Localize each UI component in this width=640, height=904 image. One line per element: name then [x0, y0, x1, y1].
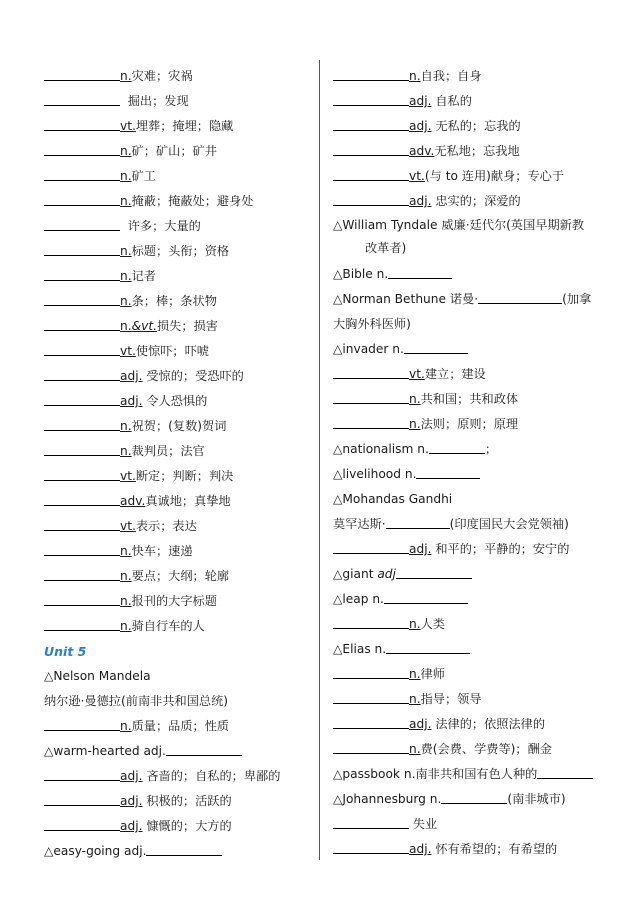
meaning: 条；棒；条状物 — [131, 294, 217, 308]
meaning: 无私的；忘我的 — [431, 119, 521, 133]
meaning: 埋葬；掩埋；隐藏 — [135, 119, 234, 133]
entry-text: △leap n. — [333, 592, 384, 606]
vocab-line — [44, 789, 306, 814]
meaning: 积极的；活跃的 — [142, 794, 232, 808]
entry-text: 纳尔逊·曼德拉(前南非共和国总统) — [44, 694, 229, 708]
part-of-speech: vt. — [120, 344, 136, 358]
entry-text: △giant — [333, 567, 378, 581]
vocab-line — [333, 262, 613, 287]
entry-text: △Nelson Mandela — [44, 669, 151, 683]
entry-text: adj — [377, 567, 396, 581]
vocab-line — [44, 839, 306, 864]
entry-text: △Norman Bethune 诺曼· — [333, 292, 479, 306]
answer-blank[interactable] — [384, 589, 468, 604]
vocab-line — [44, 514, 306, 539]
answer-blank[interactable] — [429, 439, 485, 454]
entry-text: (加拿 — [562, 292, 592, 306]
vocab-line — [333, 64, 613, 89]
answer-blank[interactable] — [44, 616, 120, 631]
entry-text: (南非城市) — [507, 792, 566, 806]
answer-blank[interactable] — [44, 316, 120, 331]
vocab-line — [333, 687, 613, 712]
part-of-speech: vt. — [120, 119, 136, 133]
meaning: 表示；表达 — [135, 519, 197, 533]
part-of-speech: adj. — [409, 94, 432, 108]
answer-blank[interactable] — [388, 264, 452, 279]
answer-blank[interactable] — [44, 441, 120, 456]
vocab-line — [333, 662, 613, 687]
unit-heading — [44, 639, 306, 664]
vocab-line — [333, 114, 613, 139]
entry-text: 莫罕达斯· — [333, 517, 386, 531]
meaning: 自私的 — [431, 94, 472, 108]
part-of-speech: vt. — [120, 519, 136, 533]
entry-text: △Johannesburg n. — [333, 792, 442, 806]
part-of-speech: n. — [120, 69, 132, 83]
answer-blank[interactable] — [386, 639, 470, 654]
vocab-line — [44, 264, 306, 289]
part-of-speech: adj. — [120, 369, 143, 383]
part-of-speech: n. — [120, 619, 132, 633]
part-of-speech: n. — [120, 269, 132, 283]
meaning: 快车；速递 — [131, 544, 193, 558]
part-of-speech: n. — [409, 742, 421, 756]
part-of-speech: n. — [120, 544, 132, 558]
part-of-speech: adj. — [409, 119, 432, 133]
vocab-line — [333, 787, 613, 812]
vocab-line — [333, 437, 613, 462]
answer-blank[interactable] — [537, 764, 593, 779]
answer-blank[interactable] — [44, 466, 120, 481]
answer-blank[interactable] — [333, 689, 409, 704]
meaning: 矿；矿山；矿井 — [131, 144, 217, 158]
part-of-speech: n. — [409, 392, 421, 406]
answer-blank[interactable] — [44, 791, 120, 806]
meaning: 受惊的；受恐吓的 — [142, 369, 244, 383]
part-of-speech: adj. — [409, 717, 432, 731]
vocab-line — [333, 462, 613, 487]
answer-blank[interactable] — [333, 414, 409, 429]
meaning: 律师 — [420, 667, 445, 681]
part-of-speech: adj. — [120, 394, 143, 408]
meaning: 报刊的大字标题 — [131, 594, 217, 608]
entry-text: ； — [484, 442, 498, 456]
meaning: 和平的；平静的；安宁的 — [431, 542, 570, 556]
answer-blank[interactable] — [44, 66, 120, 81]
answer-blank[interactable] — [44, 566, 120, 581]
vocab-line — [333, 337, 613, 362]
column-divider — [319, 60, 320, 860]
vocab-line — [44, 689, 306, 714]
part-of-speech: adj. — [409, 194, 432, 208]
part-of-speech: n. — [409, 69, 421, 83]
part-of-speech: adj. — [120, 769, 143, 783]
meaning: 灾难；灾祸 — [131, 69, 193, 83]
meaning: 慷慨的；大方的 — [142, 819, 232, 833]
meaning: 断定；判断；判决 — [135, 469, 234, 483]
vocab-line — [44, 189, 306, 214]
answer-blank[interactable] — [386, 514, 450, 529]
part-of-speech: adv. — [120, 494, 146, 508]
part-of-speech: n. — [120, 194, 132, 208]
entry-text: △invader n. — [333, 342, 404, 356]
vocab-line — [44, 414, 306, 439]
vocab-line — [44, 239, 306, 264]
entry-text: △livelihood n. — [333, 467, 417, 481]
meaning: (与 to 连用)献身；专心于 — [424, 169, 565, 183]
vocab-line — [44, 64, 306, 89]
answer-blank[interactable] — [44, 266, 120, 281]
vocab-line — [333, 587, 613, 612]
answer-blank[interactable] — [333, 66, 409, 81]
vocab-line — [44, 339, 306, 364]
entry-text: 改革者) — [365, 241, 407, 255]
part-of-speech: n. — [120, 319, 132, 333]
vocab-line — [44, 314, 306, 339]
vocab-line — [333, 812, 613, 837]
part-of-speech: adv. — [409, 144, 435, 158]
answer-blank[interactable] — [333, 814, 409, 829]
meaning: 使惊吓；吓唬 — [135, 344, 209, 358]
vocab-line — [333, 612, 613, 637]
meaning: 记者 — [131, 269, 156, 283]
vocab-line — [44, 114, 306, 139]
vocab-line — [44, 139, 306, 164]
answer-blank[interactable] — [333, 839, 409, 854]
vocab-line — [44, 89, 306, 114]
answer-blank[interactable] — [333, 714, 409, 729]
part-of-speech: n. — [120, 244, 132, 258]
vocab-line — [333, 712, 613, 737]
answer-blank[interactable] — [333, 141, 409, 156]
meaning: 真诚地；真挚地 — [145, 494, 231, 508]
answer-blank[interactable] — [333, 191, 409, 206]
entry-text: △warm-hearted adj. — [44, 744, 166, 758]
answer-blank[interactable] — [146, 841, 222, 856]
answer-blank[interactable] — [333, 116, 409, 131]
vocab-line — [44, 539, 306, 564]
vocab-line — [333, 512, 613, 537]
vocab-line — [333, 89, 613, 114]
meaning: 令人恐惧的 — [142, 394, 208, 408]
vocab-line — [333, 387, 613, 412]
entry-text: △easy-going adj. — [44, 844, 147, 858]
part-of-speech: n. — [120, 144, 132, 158]
part-of-speech: vt. — [409, 367, 425, 381]
answer-blank[interactable] — [44, 191, 120, 206]
meaning: 掘出；发现 — [120, 94, 189, 108]
answer-blank[interactable] — [333, 91, 409, 106]
meaning: 法律的；依照法律的 — [431, 717, 546, 731]
meaning: 法则；原则；原理 — [420, 417, 519, 431]
vocab-line — [333, 737, 613, 762]
answer-blank[interactable] — [44, 516, 120, 531]
meaning: 无私地；忘我地 — [434, 144, 520, 158]
answer-blank[interactable] — [333, 539, 409, 554]
answer-blank[interactable] — [44, 366, 120, 381]
meaning: 费(会费、学费等)；酬金 — [420, 742, 552, 756]
entry-text: △nationalism n. — [333, 442, 429, 456]
vocab-line — [333, 412, 613, 437]
part-of-speech: n. — [120, 169, 132, 183]
meaning: 建立；建设 — [424, 367, 486, 381]
part-of-speech: n. — [120, 719, 132, 733]
vocab-line — [333, 637, 613, 662]
part-of-speech: adj. — [120, 794, 143, 808]
part-of-speech: n. — [409, 692, 421, 706]
answer-blank[interactable] — [44, 591, 120, 606]
vocab-line — [44, 289, 306, 314]
meaning: 损失；损害 — [156, 319, 218, 333]
meaning: 裁判员；法官 — [131, 444, 205, 458]
vocab-line — [333, 537, 613, 562]
answer-blank[interactable] — [44, 816, 120, 831]
entry-text: 大胸外科医师) — [333, 317, 411, 331]
part-of-speech: vt. — [409, 169, 425, 183]
answer-blank[interactable] — [44, 91, 120, 106]
entry-text: △passbook n.南非共和国有色人种的 — [333, 767, 538, 781]
answer-blank[interactable] — [333, 166, 409, 181]
vocab-line — [333, 139, 613, 164]
meaning: 祝贺；(复数)贺词 — [131, 419, 227, 433]
meaning: 要点；大纲；轮廓 — [131, 569, 230, 583]
vocab-line — [333, 287, 613, 312]
vocab-line — [333, 362, 613, 387]
vocab-line — [333, 189, 613, 214]
vocab-line — [44, 439, 306, 464]
meaning: 矿工 — [131, 169, 156, 183]
answer-blank[interactable] — [44, 716, 120, 731]
vocab-line — [44, 714, 306, 739]
meaning: 掩蔽；掩蔽处；避身处 — [131, 194, 254, 208]
part-of-speech: n. — [120, 444, 132, 458]
vocab-line — [333, 487, 613, 512]
vocab-line — [44, 814, 306, 839]
part-of-speech: n. — [409, 617, 421, 631]
answer-blank[interactable] — [396, 564, 472, 579]
vocab-line — [333, 214, 613, 262]
vocab-line — [44, 739, 306, 764]
vocab-line — [44, 364, 306, 389]
vocab-line — [333, 762, 613, 787]
meaning: 自我；自身 — [420, 69, 482, 83]
meaning: 骑自行车的人 — [131, 619, 205, 633]
vocab-line — [44, 589, 306, 614]
entry-text: △Elias n. — [333, 642, 387, 656]
answer-blank[interactable] — [44, 166, 120, 181]
answer-blank[interactable] — [44, 216, 120, 231]
part-of-speech: n. — [120, 569, 132, 583]
meaning: 忠实的；深爱的 — [431, 194, 521, 208]
vocab-line — [44, 664, 306, 689]
part-of-speech: n. — [409, 667, 421, 681]
vocab-line — [44, 164, 306, 189]
answer-blank[interactable] — [416, 464, 480, 479]
vocab-line — [44, 564, 306, 589]
answer-blank[interactable] — [478, 289, 562, 304]
meaning: 指导；领导 — [420, 692, 482, 706]
answer-blank[interactable] — [44, 766, 120, 781]
vocab-line — [44, 214, 306, 239]
vocab-line — [44, 764, 306, 789]
answer-blank[interactable] — [44, 341, 120, 356]
meaning: 共和国；共和政体 — [420, 392, 519, 406]
part-of-speech: adj. — [120, 819, 143, 833]
answer-blank[interactable] — [333, 389, 409, 404]
answer-blank[interactable] — [441, 789, 507, 804]
part-of-speech: n. — [120, 594, 132, 608]
part-of-speech: vt. — [120, 469, 136, 483]
meaning: 吝啬的；自私的；卑鄙的 — [142, 769, 281, 783]
vocab-line — [44, 489, 306, 514]
entry-text: △Bible n. — [333, 267, 389, 281]
answer-blank[interactable] — [44, 141, 120, 156]
answer-blank[interactable] — [44, 391, 120, 406]
right-column — [333, 64, 613, 862]
answer-blank[interactable] — [166, 741, 242, 756]
meaning: 标题；头衔；资格 — [131, 244, 230, 258]
entry-text: △William Tyndale 威廉·廷代尔(英国早期新教 — [333, 218, 585, 232]
vocab-line — [333, 312, 613, 337]
meaning: 质量；品质；性质 — [131, 719, 230, 733]
entry-text: (印度国民大会党领袖) — [449, 517, 569, 531]
vocab-line — [333, 837, 613, 862]
meaning: 失业 — [409, 817, 438, 831]
part-of-speech: n. — [409, 417, 421, 431]
answer-blank[interactable] — [333, 664, 409, 679]
meaning: 怀有希望的；有希望的 — [431, 842, 558, 856]
meaning: 人类 — [420, 617, 445, 631]
answer-blank[interactable] — [44, 116, 120, 131]
part-of-speech: adj. — [409, 842, 432, 856]
vocab-line — [333, 562, 613, 587]
vocab-line — [44, 464, 306, 489]
vocab-line — [44, 389, 306, 414]
unit-title: Unit 5 — [44, 644, 87, 659]
left-vocab-list — [44, 64, 306, 639]
answer-blank[interactable] — [44, 291, 120, 306]
answer-blank[interactable] — [44, 541, 120, 556]
part-of-speech: &vt. — [131, 319, 157, 333]
answer-blank[interactable] — [333, 739, 409, 754]
answer-blank[interactable] — [333, 364, 409, 379]
answer-blank[interactable] — [44, 416, 120, 431]
entry-text: △Mohandas Gandhi — [333, 492, 453, 506]
part-of-speech: n. — [120, 419, 132, 433]
vocab-line — [333, 164, 613, 189]
part-of-speech: adj. — [409, 542, 432, 556]
part-of-speech: n. — [120, 294, 132, 308]
left-column — [44, 64, 306, 864]
answer-blank[interactable] — [333, 614, 409, 629]
answer-blank[interactable] — [44, 241, 120, 256]
meaning: 许多；大量的 — [120, 219, 201, 233]
answer-blank[interactable] — [404, 339, 468, 354]
vocab-line — [44, 614, 306, 639]
answer-blank[interactable] — [44, 491, 120, 506]
